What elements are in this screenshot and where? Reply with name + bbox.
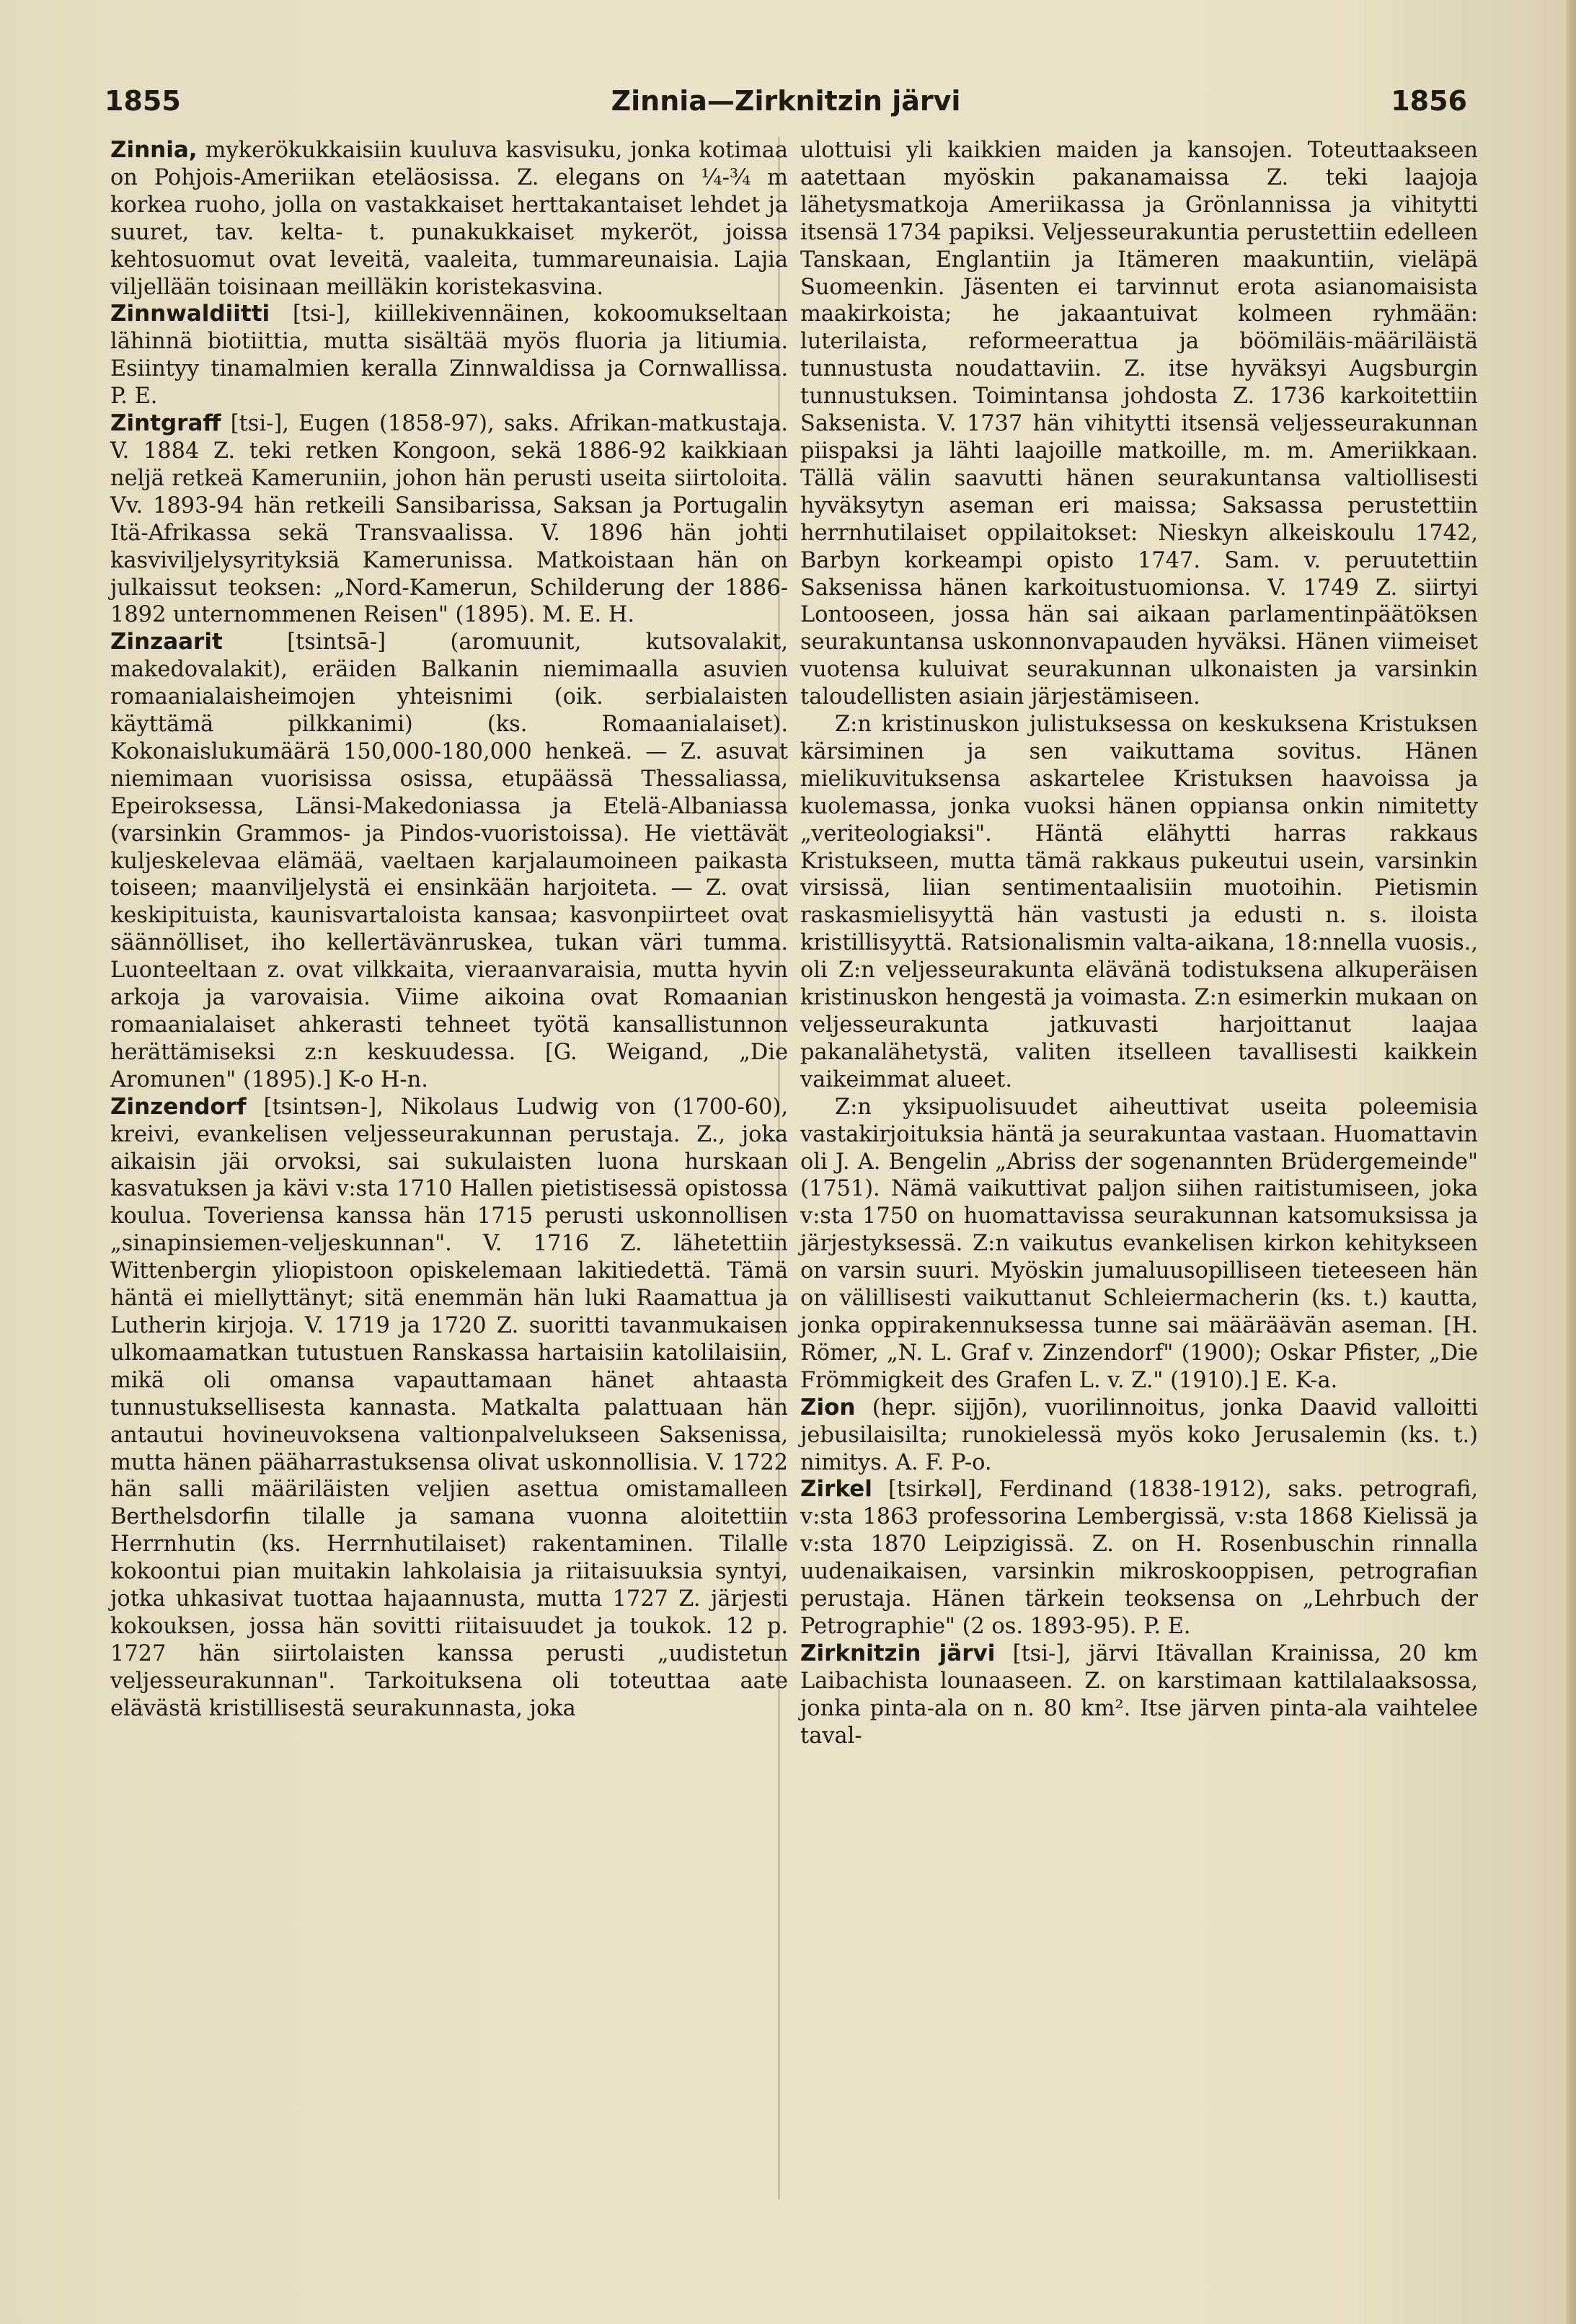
running-header bbox=[105, 85, 1467, 128]
entry-headword: Zinzendorf bbox=[110, 1093, 247, 1120]
entry-zintgraff bbox=[110, 410, 788, 629]
entry-zinzendorf bbox=[110, 1094, 788, 1723]
entry-text: [tsi-], Eugen (1858-97), saks. Afrikan-matkustaja. V. 1884 Z. teki retken Kongoon, sekä 1886-92 kaikkiaan neljä retkeä Kameruniin, johon hän perusti useita siirtoloita. Vv. 1893-94 hän retkeili Sansibarissa, Saksan ja Portugalin Itä-Afrikassa sekä Transvaalissa. V. 1896 hän johti kasviviljelysyrityksiä Kamerunissa. Matkoistaan hän on julkaissut teoksen: „Nord-Kamerun, Schilderung der 1886-1892 unternommenen Reisen" (1895). M. E. H. bbox=[110, 411, 788, 628]
entry-zinzendorf-continued bbox=[800, 137, 1478, 711]
entry-headword: Zirkel bbox=[800, 1476, 872, 1503]
entry-zinzaarit bbox=[110, 629, 788, 1093]
entry-text: ulottuisi yli kaikkien maiden ja kansojen. Toteuttaakseen aatettaan myöskin pakanamaissa Z. teki laajoja lähetysmatkoja Ameriikassa ja Grönlannissa ja vihitytti itsensä 1734 papiksi. Veljesseurakuntia perustettiin edelleen Tanskaan, Englantiin ja Itämeren maakuntiin, vieläpä Suomeenkin. Jäsenten ei tarvinnut erota asianomaisista maakirkoista; he jakaantuivat kolmeen ryhmään: luterilaista, reformeerattua ja böömiläis-määriläistä tunnustusta noudattaviin. Z. itse hyväksyi Augsburgin tunnustuksen. Toimintansa johdosta Z. 1736 karkoitettiin Saksenista. V. 1737 hän vihitytti itsensä veljesseurakunnan piispaksi ja lähti laajoille matkoille, m. m. Ameriikkaan. Tällä välin saavutti hänen seurakuntansa valtiollisesti hyväksytyn aseman eri maissa; Saksassa perustettiin herrnhutilaiset oppilaitokset: Nieskyn alkeiskoulu 1742, Barbyn korkeampi opisto 1747. Sam. v. peruutettiin Saksenissa hänen karkoitustuomionsa. V. 1749 Z. siirtyi Lontooseen, jossa hän sai aikaan parlamentinpäätöksen seurakuntansa uskonnonvapauden hyväksi. Hänen viimeiset vuotensa kuluivat seurakunnan ulkonaisten ja varsinkin taloudellisten asiain järjestämiseen. bbox=[800, 138, 1478, 710]
entry-text: [tsintsā-] (aromuunit, kutsovalakit, makedovalakit), eräiden Balkanin niemimaalla asuvien romaanialaisheimojen yhteisnimi (oik. serbialaisten käyttämä pilkkanimi) (ks. Romaanialaiset). Kokonaislukumäärä 150,000-180,000 henkeä. — Z. asuvat niemimaan vuorisissa osissa, etupäässä Thessaliassa, Epeiroksessa, Länsi-Makedoniassa ja Etelä-Albaniassa (varsinkin Grammos- ja Pindos-vuoristoissa). He viettävät kuljeskelevaa elämää, vaeltaen karjalaumoineen paikasta toiseen; maanviljelystä ei ensinkään harjoiteta. — Z. ovat keskipituista, kaunisvartaloista kansaa; kasvonpiirteet ovat säännölliset, iho kellertävänruskea, tukan väri tumma. Luonteeltaan z. ovat vilkkaita, vieraanvaraisia, mutta hyvin arkoja ja varovaisia. Viime aikoina ovat Romaanian romaanialaiset ahkerasti tehneet työtä kansallistunnon herättämiseksi z:n keskuudessa. [G. Weigand, „Die Aromunen" (1895).] K-o H-n. bbox=[110, 629, 788, 1092]
entry-text: Z:n yksipuolisuudet aiheuttivat useita poleemisia vastakirjoituksia häntä ja seurakuntaa vastaan. Huomattavin oli J. A. Bengelin „Abriss der sogenannten Brüdergemeinde" (1751). Nämä vaikuttivat paljon siihen raitistumiseen, joka v:sta 1750 on huomattavissa seurakunnan katsomuksissa ja järjestyksessä. Z:n vaikutus evankelisen kirkon kehitykseen on varsin suuri. Myöskin jumaluusopilliseen tieteeseen hän on välillisesti vaikuttanut Schleiermacherin (ks. t.) kautta, jonka oppirakennuksessa tunne sai määräävän aseman. [H. Römer, „N. L. Graf v. Zinzendorf" (1900); Oskar Pfister, „Die Frömmigkeit des Grafen L. v. Z." (1910).] E. K-a. bbox=[800, 1094, 1478, 1393]
entry-paragraph bbox=[800, 711, 1478, 1094]
entry-text: [tsintsən-], Nikolaus Ludwig von (1700-60), kreivi, evankelisen veljesseurakunnan perustaja. Z., joka aikaisin jäi orvoksi, sai sukulaisten luona hurskaan kasvatuksen ja kävi v:sta 1710 Hallen pietistisessä opistossa koulua. Toveriensa kanssa hän 1715 perusti uskonnollisen „sinapinsiemen-veljeskunnan". V. 1716 Z. lähetettiin Wittenbergin yliopistoon opiskelemaan lakitiedettä. Tämä häntä ei miellyttänyt; sitä enemmän hän luki Raamattua ja Lutherin kirjoja. V. 1719 ja 1720 Z. suoritti tavanmukaisen ulkomaamatkan tutustuen Ranskassa hartaisiin katolilaisiin, mikä oli omansa vapauttamaan hänet ahtaasta tunnustuksellisesta kannasta. Matkalta palattuaan hän antautui hovineuvoksena valtionpalvelukseen Saksenissa, mutta hänen pääharrastuksensa olivat uskonnollisia. V. 1722 hän salli määriläisten veljien asettua omistamalleen Berthelsdorfin tilalle ja samana vuonna aloitettiin Herrnhutin (ks. Herrnhutilaiset) rakentaminen. Tilalle kokoontui pian muitakin lahkolaisia ja riitaisuuksia syntyi, jotka uhkasivat tuottaa hajaannusta, mutta 1727 Z. järjesti kokouksen, jossa hän sovitti riitaisuudet ja toukok. 12 p. 1727 hän siirtolaisten kanssa perusti „uudistetun veljesseurakunnan". Tarkoituksena oli toteuttaa aate elävästä kristillisestä seurakunnasta, joka bbox=[110, 1094, 788, 1721]
page-edge bbox=[1566, 0, 1576, 2324]
page-number-left: 1855 bbox=[105, 85, 181, 117]
entry-zirkel bbox=[800, 1476, 1478, 1640]
entry-paragraph bbox=[800, 1094, 1478, 1395]
entry-headword: Zion bbox=[800, 1394, 856, 1421]
entry-zinnia bbox=[110, 137, 788, 301]
entry-headword: Zinzaarit bbox=[110, 629, 223, 655]
entry-text: (hepr. sijjōn), vuorilinnoitus, jonka Daavid valloitti jebusilaisilta; runokielessä myös koko Jerusalemin (ks. t.) nimitys. A. F. P-o. bbox=[800, 1395, 1478, 1475]
left-column bbox=[110, 137, 788, 1723]
entry-text: [tsi-], kiillekivennäinen, kokoomukseltaan lähinnä biotiittia, mutta sisältää myös fluoria ja litiumia. Esiintyy tinamalmien keralla Zinnwaldissa ja Cornwallissa. P. E. bbox=[110, 301, 788, 410]
entry-text: [tsirkəl], Ferdinand (1838-1912), saks. petrografi, v:sta 1863 professorina Lembergissä, v:sta 1868 Kielissä ja v:sta 1870 Leipzigissä. Z. on H. Rosenbuschin rinnalla uudenaikaisen, varsinkin mikroskooppisen, petrografian perustaja. Hänen tärkein teoksensa on „Lehrbuch der Petrographie" (2 os. 1893-95). P. E. bbox=[800, 1477, 1478, 1639]
entry-text: [tsi-], järvi Itävallan Krainissa, 20 km Laibachista lounaaseen. Z. on karstimaan kattilalaaksossa, jonka pinta-ala on n. 80 km². Itse järven pinta-ala vaihtelee taval- bbox=[800, 1640, 1478, 1749]
entry-headword: Zinnia, bbox=[110, 137, 198, 163]
entry-text: Z:n kristinuskon julistuksessa on keskuksena Kristuksen kärsiminen ja sen vaikuttama sovitus. Hänen mielikuvituksensa askartelee Kristuksen haavoissa ja kuolemassa, jonka vuoksi hänen oppiansa onkin nimitetty „veriteologiaksi". Häntä elähytti harras rakkaus Kristukseen, mutta tämä rakkaus pukeutui usein, varsinkin virsissä, liian sentimentaalisiin muotoihin. Pietismin raskasmielisyyttä hän vastusti ja edusti n. s. iloista kristillisyyttä. Ratsionalismin valta-aikana, 18:nnella vuosis., oli Z:n veljesseurakunta elävänä todistuksena alkuperäisen kristinuskon hengestä ja voimasta. Z:n esimerkin mukaan on veljesseurakunta jatkuvasti harjoittanut laajaa pakanalähetystä, valiten itselleen tavallisesti kaikkein vaikeimmat alueet. bbox=[800, 712, 1478, 1092]
entry-headword: Zinnwaldiitti bbox=[110, 301, 270, 327]
entry-zinnwaldiitti bbox=[110, 301, 788, 410]
page-number-right: 1856 bbox=[1391, 85, 1467, 117]
entry-zirknitzin-jarvi bbox=[800, 1640, 1478, 1750]
right-column bbox=[800, 137, 1478, 1749]
entry-zion bbox=[800, 1395, 1478, 1477]
entry-headword: Zintgraff bbox=[110, 410, 221, 437]
entry-headword: Zirknitzin järvi bbox=[800, 1640, 996, 1666]
entry-text: mykerökukkaisiin kuuluva kasvisuku, jonka kotimaa on Pohjois-Ameriikan eteläosissa. Z. elegans on ¼-¾ m korkea ruoho, jolla on vastakkaiset herttakantaiset lehdet ja suuret, tav. kelta- t. punakukkaiset mykeröt, joissa kehtosuomut ovat leveitä, vaaleita, tummareunaisia. Lajia viljellään toisinaan meilläkin koristekasvina. bbox=[110, 138, 788, 300]
running-title: Zinnia—Zirknitzin järvi bbox=[611, 85, 961, 117]
